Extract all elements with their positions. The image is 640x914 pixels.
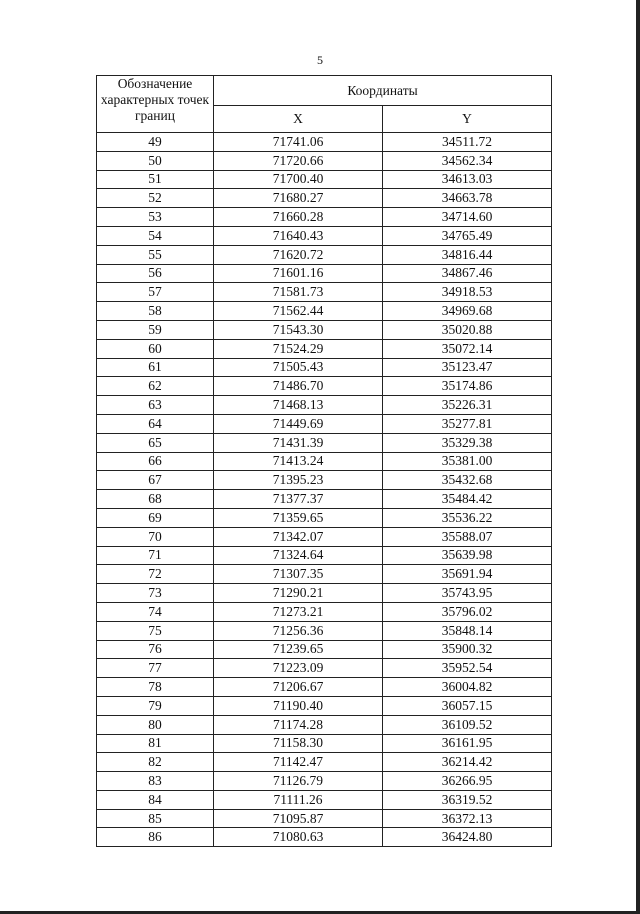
point-number-cell: 77 [97,659,214,678]
point-number-cell: 86 [97,828,214,847]
y-coordinate-cell: 36057.15 [383,696,552,715]
x-coordinate-cell: 71377.37 [214,490,383,509]
table-row [97,508,552,527]
point-number-cell: 64 [97,414,214,433]
y-coordinate-cell: 35072.14 [383,339,552,358]
x-coordinate-cell: 71126.79 [214,772,383,791]
point-number-cell: 52 [97,189,214,208]
y-coordinate-cell: 34765.49 [383,226,552,245]
point-label-header: Обозначение характерных точек границ [97,76,214,133]
table-row [97,715,552,734]
table-row [97,264,552,283]
header-row [97,76,552,106]
x-coordinate-cell: 71342.07 [214,527,383,546]
coordinates-header: Координаты [214,76,552,106]
point-number-cell: 69 [97,508,214,527]
table-header [97,76,552,133]
x-coordinate-cell: 71524.29 [214,339,383,358]
table-row [97,602,552,621]
point-number-cell: 63 [97,396,214,415]
point-number-cell: 70 [97,527,214,546]
table-row [97,772,552,791]
table-row [97,208,552,227]
coordinates-table [96,75,552,847]
x-coordinate-cell: 71290.21 [214,584,383,603]
table-row [97,584,552,603]
y-coordinate-cell: 36319.52 [383,790,552,809]
y-coordinate-cell: 35484.42 [383,490,552,509]
x-coordinate-cell: 71486.70 [214,377,383,396]
y-coordinate-cell: 34918.53 [383,283,552,302]
x-coordinate-cell: 71505.43 [214,358,383,377]
y-coordinate-cell: 36424.80 [383,828,552,847]
y-coordinate-cell: 35952.54 [383,659,552,678]
point-number-cell: 85 [97,809,214,828]
y-coordinate-cell: 36372.13 [383,809,552,828]
y-coordinate-cell: 35900.32 [383,640,552,659]
table-row [97,133,552,152]
table-row [97,189,552,208]
point-number-cell: 76 [97,640,214,659]
point-number-cell: 75 [97,621,214,640]
y-coordinate-cell: 35691.94 [383,565,552,584]
point-number-cell: 74 [97,602,214,621]
x-coordinate-cell: 71581.73 [214,283,383,302]
point-number-cell: 56 [97,264,214,283]
point-number-cell: 72 [97,565,214,584]
x-coordinate-cell: 71273.21 [214,602,383,621]
table-row [97,753,552,772]
y-coordinate-cell: 35020.88 [383,320,552,339]
table-body [97,133,552,847]
y-coordinate-cell: 35174.86 [383,377,552,396]
y-coordinate-cell: 35123.47 [383,358,552,377]
x-coordinate-cell: 71431.39 [214,433,383,452]
point-number-cell: 79 [97,696,214,715]
y-coordinate-cell: 36161.95 [383,734,552,753]
y-coordinate-cell: 35588.07 [383,527,552,546]
y-coordinate-cell: 34562.34 [383,151,552,170]
x-coordinate-cell: 71080.63 [214,828,383,847]
point-number-cell: 55 [97,245,214,264]
table-row [97,640,552,659]
table-row [97,828,552,847]
y-coordinate-cell: 34816.44 [383,245,552,264]
y-coordinate-cell: 35226.31 [383,396,552,415]
point-number-cell: 59 [97,320,214,339]
x-coordinate-cell: 71562.44 [214,302,383,321]
table-row [97,696,552,715]
x-coordinate-cell: 71680.27 [214,189,383,208]
x-coordinate-cell: 71111.26 [214,790,383,809]
point-number-cell: 53 [97,208,214,227]
table-row [97,790,552,809]
y-coordinate-cell: 34663.78 [383,189,552,208]
point-number-cell: 73 [97,584,214,603]
table-row [97,358,552,377]
scan-edge-right [636,0,640,914]
y-coordinate-cell: 36266.95 [383,772,552,791]
point-number-cell: 66 [97,452,214,471]
x-coordinate-cell: 71142.47 [214,753,383,772]
table-row [97,396,552,415]
x-coordinate-cell: 71395.23 [214,471,383,490]
y-coordinate-cell: 36109.52 [383,715,552,734]
x-coordinate-cell: 71449.69 [214,414,383,433]
point-number-cell: 83 [97,772,214,791]
point-number-cell: 62 [97,377,214,396]
y-coordinate-cell: 34867.46 [383,264,552,283]
point-number-cell: 60 [97,339,214,358]
x-coordinate-cell: 71095.87 [214,809,383,828]
x-coordinate-cell: 71620.72 [214,245,383,264]
x-coordinate-cell: 71190.40 [214,696,383,715]
point-number-cell: 54 [97,226,214,245]
point-number-cell: 78 [97,678,214,697]
x-coordinate-cell: 71468.13 [214,396,383,415]
x-coordinate-cell: 71239.65 [214,640,383,659]
y-coordinate-cell: 35277.81 [383,414,552,433]
x-coordinate-cell: 71158.30 [214,734,383,753]
table-row [97,471,552,490]
x-coordinate-cell: 71256.36 [214,621,383,640]
page-number: 5 [317,53,323,67]
table-row [97,283,552,302]
x-header: X [214,106,383,133]
point-number-cell: 61 [97,358,214,377]
y-coordinate-cell: 35796.02 [383,602,552,621]
y-coordinate-cell: 35329.38 [383,433,552,452]
point-number-cell: 58 [97,302,214,321]
y-coordinate-cell: 35432.68 [383,471,552,490]
point-number-cell: 68 [97,490,214,509]
table-row [97,452,552,471]
y-coordinate-cell: 35381.00 [383,452,552,471]
point-number-cell: 65 [97,433,214,452]
y-coordinate-cell: 34511.72 [383,133,552,152]
x-coordinate-cell: 71413.24 [214,452,383,471]
table-row [97,809,552,828]
table-row [97,490,552,509]
x-coordinate-cell: 71700.40 [214,170,383,189]
table-row [97,170,552,189]
table-row [97,678,552,697]
x-coordinate-cell: 71359.65 [214,508,383,527]
table-row [97,151,552,170]
x-coordinate-cell: 71174.28 [214,715,383,734]
x-coordinate-cell: 71206.67 [214,678,383,697]
y-coordinate-cell: 34613.03 [383,170,552,189]
x-coordinate-cell: 71660.28 [214,208,383,227]
table-row [97,565,552,584]
table-row [97,226,552,245]
y-coordinate-cell: 35743.95 [383,584,552,603]
point-number-cell: 50 [97,151,214,170]
x-coordinate-cell: 71720.66 [214,151,383,170]
x-coordinate-cell: 71324.64 [214,546,383,565]
point-number-cell: 81 [97,734,214,753]
point-number-cell: 84 [97,790,214,809]
x-coordinate-cell: 71601.16 [214,264,383,283]
table-row [97,302,552,321]
table-row [97,414,552,433]
table-row [97,527,552,546]
point-number-cell: 51 [97,170,214,189]
table-row [97,339,552,358]
table-row [97,621,552,640]
point-number-cell: 71 [97,546,214,565]
point-number-cell: 80 [97,715,214,734]
x-coordinate-cell: 71640.43 [214,226,383,245]
y-coordinate-cell: 36004.82 [383,678,552,697]
x-coordinate-cell: 71741.06 [214,133,383,152]
table-row [97,245,552,264]
y-coordinate-cell: 34969.68 [383,302,552,321]
y-header: Y [383,106,552,133]
table-row [97,320,552,339]
table-row [97,734,552,753]
point-number-cell: 82 [97,753,214,772]
table-row [97,377,552,396]
y-coordinate-cell: 35639.98 [383,546,552,565]
y-coordinate-cell: 34714.60 [383,208,552,227]
y-coordinate-cell: 35848.14 [383,621,552,640]
point-number-cell: 57 [97,283,214,302]
point-number-cell: 67 [97,471,214,490]
table-row [97,659,552,678]
x-coordinate-cell: 71543.30 [214,320,383,339]
x-coordinate-cell: 71307.35 [214,565,383,584]
y-coordinate-cell: 35536.22 [383,508,552,527]
table-row [97,433,552,452]
table-row [97,546,552,565]
y-coordinate-cell: 36214.42 [383,753,552,772]
point-number-cell: 49 [97,133,214,152]
x-coordinate-cell: 71223.09 [214,659,383,678]
